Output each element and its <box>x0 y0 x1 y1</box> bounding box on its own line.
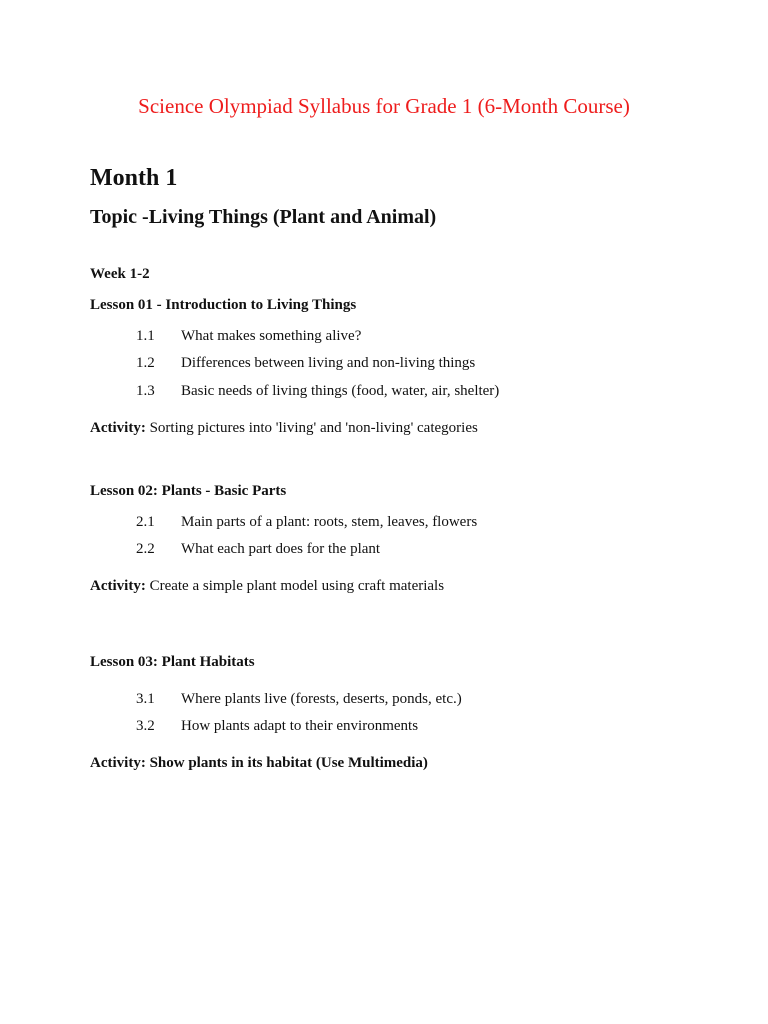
document-title: Science Olympiad Syllabus for Grade 1 (6-Month Course) <box>138 94 630 118</box>
week-label: Week 1-2 <box>90 266 150 282</box>
item-number: 3.2 <box>136 718 155 734</box>
activity-line <box>90 418 478 438</box>
item-text: What each part does for the plant <box>181 541 381 557</box>
item-text: Basic needs of living things (food, water, air, shelter) <box>181 383 500 399</box>
lesson-heading: Lesson 02: Plants - Basic Parts <box>90 483 287 499</box>
item-text: Main parts of a plant: roots, stem, leaves, flowers <box>181 514 478 530</box>
activity-label: Activity: <box>90 420 146 436</box>
month-heading: Month 1 <box>90 165 178 191</box>
activity-text: Sorting pictures into 'living' and 'non-living' categories <box>145 420 478 436</box>
activity-text: Create a simple plant model using craft materials <box>145 578 445 594</box>
item-text: How plants adapt to their environments <box>181 718 419 734</box>
lesson-heading: Lesson 01 - Introduction to Living Things <box>90 297 357 313</box>
activity-line <box>90 753 428 773</box>
item-number: 1.1 <box>136 328 155 344</box>
activity-label: Activity: <box>90 578 146 594</box>
item-text: What makes something alive? <box>181 328 362 344</box>
item-number: 2.2 <box>136 541 155 557</box>
activity-text: Show plants in its habitat (Use Multimedia) <box>145 755 428 771</box>
item-text: Differences between living and non-living things <box>181 355 476 371</box>
item-text: Where plants live (forests, deserts, ponds, etc.) <box>181 691 462 707</box>
activity-line <box>90 576 444 596</box>
item-number: 1.2 <box>136 355 155 371</box>
item-number: 3.1 <box>136 691 155 707</box>
activity-label: Activity: <box>90 755 146 771</box>
lesson-heading: Lesson 03: Plant Habitats <box>90 654 255 670</box>
item-number: 2.1 <box>136 514 155 530</box>
topic-heading: Topic -Living Things (Plant and Animal) <box>90 206 437 228</box>
item-number: 1.3 <box>136 383 155 399</box>
